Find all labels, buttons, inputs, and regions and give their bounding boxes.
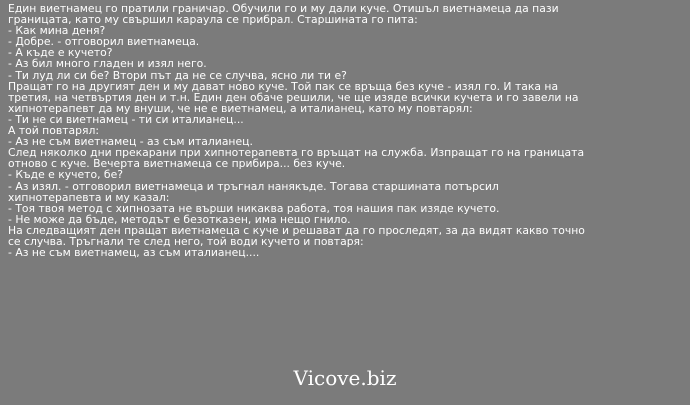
joke-line: - Аз бил много гладен и изял него. bbox=[8, 57, 207, 71]
joke-line: - Тоя твоя метод с хипнозата не върши никаква работа, тоя нашия пак изяде кучето. bbox=[8, 201, 500, 215]
joke-line: - Ти луд ли си бе? Втори път да не се случва, ясно ли ти е? bbox=[8, 68, 347, 82]
joke-line: третия, на четвъртия ден и т.н. Един ден обаче решили, че ще изяде всички кучета и го завели на bbox=[8, 90, 579, 104]
joke-line: А той повтарял: bbox=[8, 124, 99, 138]
joke-text bbox=[8, 3, 684, 258]
joke-line: хипнотерапевта и му казал: bbox=[8, 190, 170, 204]
joke-line: хипнотерапевт да му внуши, че не е виетнамец, а италианец, като му повтарял: bbox=[8, 101, 473, 115]
joke-line: - Аз не съм виетнамец, аз съм италианец.... bbox=[8, 246, 260, 260]
joke-line: Пращат го на другият ден и му дават ново куче. Той пак се връща без куче - изял го. И така на bbox=[8, 79, 559, 93]
joke-line: - Аз не съм виетнамец - аз съм италианец. bbox=[8, 135, 253, 149]
joke-line: - А къде е кучето? bbox=[8, 46, 113, 60]
joke-line: На следващият ден пращат виетнамеца с куче и решават да го проследят, за да видят какво точно bbox=[8, 223, 585, 237]
joke-line: - Как мина деня? bbox=[8, 24, 106, 38]
joke-line: - Аз изял. - отговорил виетнамеца и тръгнал нанякъде. Тогава старшината потърсил bbox=[8, 179, 499, 193]
joke-line: се случва. Тръгнали те след него, той води кучето и повтаря: bbox=[8, 234, 364, 248]
joke-line: отново с куче. Вечерта виетнамеца се прибира... без куче. bbox=[8, 157, 346, 171]
joke-line: границата, като му свършил караула се прибрал. Старшината го пита: bbox=[8, 13, 418, 27]
site-watermark: Vicove.biz bbox=[293, 366, 397, 390]
joke-line: Един виетнамец го пратили граничар. Обучили го и му дали куче. Отишъл виетнамеца да пази bbox=[8, 2, 559, 15]
joke-line: - Ти не си виетнамец - ти си италианец... bbox=[8, 112, 244, 126]
joke-line: - Къде е кучето, бе? bbox=[8, 168, 123, 182]
joke-line: - Не може да бъде, методът е безотказен, има нещо гнило. bbox=[8, 212, 351, 226]
joke-line: - Добре. - отговорил виетнамеца. bbox=[8, 35, 200, 49]
joke-line: След няколко дни прекарани при хипнотерапевта го връщат на служба. Изпращат го на границата bbox=[8, 146, 585, 160]
